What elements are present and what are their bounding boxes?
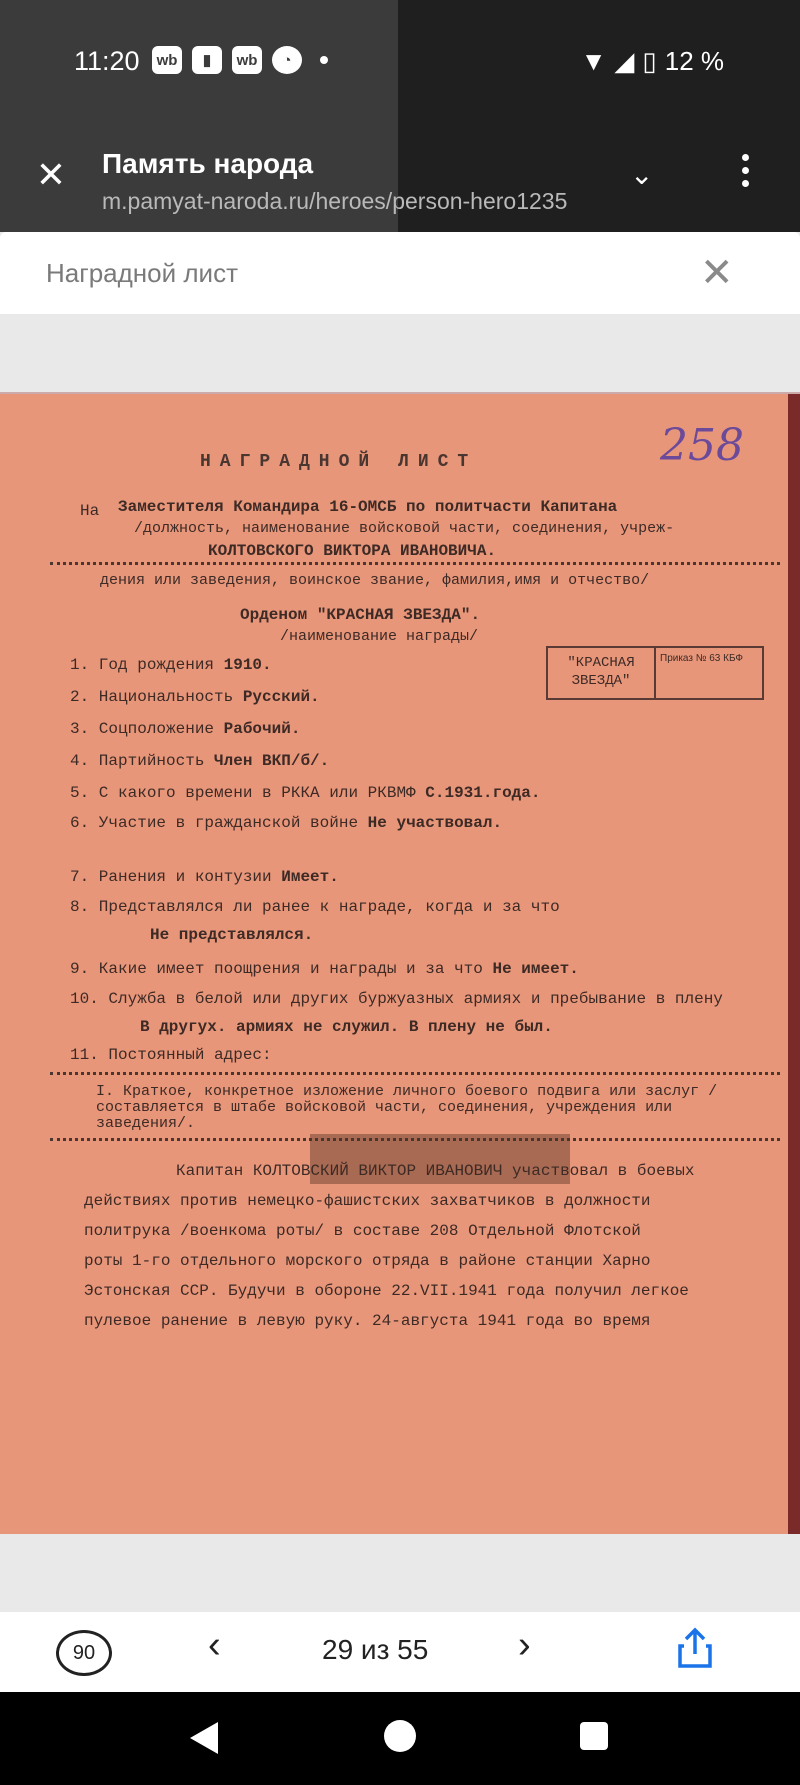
previous-page-button[interactable]: ‹ — [208, 1624, 221, 1666]
viewer-header — [0, 232, 800, 314]
next-page-button[interactable]: › — [518, 1624, 531, 1666]
form-field: 5. С какого времени в РККА или РКВМФ С.1931.года. — [70, 784, 541, 802]
document-viewer — [0, 232, 800, 1692]
form-field: 2. Национальность Русский. — [70, 688, 320, 706]
system-status — [581, 46, 724, 77]
doc-award-caption: /наименование награды/ — [280, 628, 479, 645]
status-time: 11:20 — [74, 46, 140, 76]
award-stamp — [546, 646, 764, 700]
form-field-value: Русский. — [242, 688, 320, 706]
home-icon[interactable] — [384, 1720, 416, 1752]
form-field-value: 1910. — [223, 656, 272, 674]
loader-icon: ◔ — [272, 46, 302, 74]
doc-caption2: дения или заведения, воинское звание, фамилия,имя и отчество/ — [100, 572, 650, 589]
summary-line: пулевое ранение в левую руку. 24-августа 1941 года во время — [84, 1312, 651, 1330]
close-tab-icon[interactable]: ✕ — [35, 154, 67, 195]
viewer-title: Наградной лист — [46, 258, 238, 288]
form-field-value: В другух. армиях не служил. В плену не был. — [140, 1018, 553, 1036]
form-field-value: Не участвовал. — [367, 814, 503, 832]
summary-line: политрука /военкома роты/ в составе 208 Отдельной Флотской — [84, 1222, 641, 1240]
form-field: 10. Служба в белой или других буржуазных армиях и пребывание в плену — [70, 990, 723, 1008]
wb-icon: wb — [232, 46, 262, 74]
sheet-number: 258 — [660, 420, 744, 471]
viewer-toolbar — [0, 1612, 800, 1692]
form-field: 6. Участие в гражданской войне Не участвовал. — [70, 814, 503, 832]
rotate-icon[interactable]: 90 — [56, 1630, 112, 1676]
status-bar — [0, 0, 800, 128]
form-field: 4. Партийность Член ВКП/б/. — [70, 752, 330, 770]
summary-line: Капитан КОЛТОВСКИЙ ВИКТОР ИВАНОВИЧ участвовал в боевых — [176, 1162, 695, 1180]
form-field-value: Рабочий. — [223, 720, 301, 738]
doc-award: Орденом "КРАСНАЯ ЗВЕЗДА". — [240, 606, 481, 624]
share-icon[interactable] — [676, 1626, 714, 1670]
doc-nominee: Заместителя Командира 16-ОМСБ по политчасти Капитана — [118, 498, 618, 516]
form-field-value: С.1931.года. — [425, 784, 541, 802]
more-options-icon[interactable] — [738, 154, 752, 193]
battery-icon: ▯ — [642, 46, 657, 76]
signal-icon: ◢ — [614, 46, 635, 76]
summary-line: Эстонская ССР. Будучи в обороне 22.VII.1941 года получил легкое — [84, 1282, 689, 1300]
stamp-award: "КРАСНАЯ ЗВЕЗДА" — [548, 648, 656, 698]
doc-name: КОЛТОВСКОГО ВИКТОРА ИВАНОВИЧА. — [208, 542, 497, 560]
form-field-value: Не имеет. — [492, 960, 579, 978]
battery-level: 12 % — [664, 46, 724, 76]
doc-caption1: /должность, наименование войсковой части, соединения, учреж- — [134, 520, 675, 537]
form-field-value: Имеет. — [281, 868, 339, 886]
form-field: 1. Год рождения 1910. — [70, 656, 272, 674]
wifi-icon: ▼ — [580, 46, 607, 76]
page-title: Память народа — [102, 148, 314, 179]
summary-note: I. Краткое, конкретное изложение личного боевого подвига или заслуг /составляется в штабе войсковой части, соединения, учреждения или заведения/. — [96, 1083, 718, 1132]
battery-saver-icon: ▮ — [192, 46, 222, 74]
form-field: 3. Соцположение Рабочий. — [70, 720, 301, 738]
stamp-order: Приказ № 63 КБФ — [660, 653, 744, 664]
doc-to: На — [80, 502, 100, 520]
document-scan[interactable] — [0, 392, 800, 1534]
form-field: 8. Представлялся ли ранее к награде, когда и за что — [70, 898, 560, 916]
document-heading: НАГРАДНОЙ ЛИСТ — [200, 452, 478, 472]
more-notifications-icon — [320, 56, 328, 64]
form-field: 7. Ранения и контузии Имеет. — [70, 868, 339, 886]
chevron-down-icon[interactable]: ⌄ — [630, 159, 654, 190]
notification-icons — [152, 46, 328, 74]
form-field: 11. Постоянный адрес: — [70, 1046, 272, 1064]
form-field: 9. Какие имеет поощрения и награды и за что Не имеет. — [70, 960, 579, 978]
form-field-value: Не представлялся. — [150, 926, 314, 944]
summary-line: роты 1-го отдельного морского отряда в районе станции Харно — [84, 1252, 651, 1270]
system-navbar — [0, 1692, 800, 1785]
recents-icon[interactable] — [580, 1722, 608, 1750]
summary-line: действиях против немецко-фашистских захватчиков в должности — [84, 1192, 651, 1210]
wb-icon: wb — [152, 46, 182, 74]
close-viewer-icon[interactable]: ✕ — [700, 251, 734, 295]
custom-tab-header — [0, 128, 800, 232]
page-indicator: 29 из 55 — [322, 1634, 429, 1665]
form-field-value: Член ВКП/б/. — [214, 752, 330, 770]
page-url: m.pamyat-naroda.ru/heroes/person-hero1235 — [102, 188, 568, 214]
back-icon[interactable] — [190, 1722, 218, 1754]
